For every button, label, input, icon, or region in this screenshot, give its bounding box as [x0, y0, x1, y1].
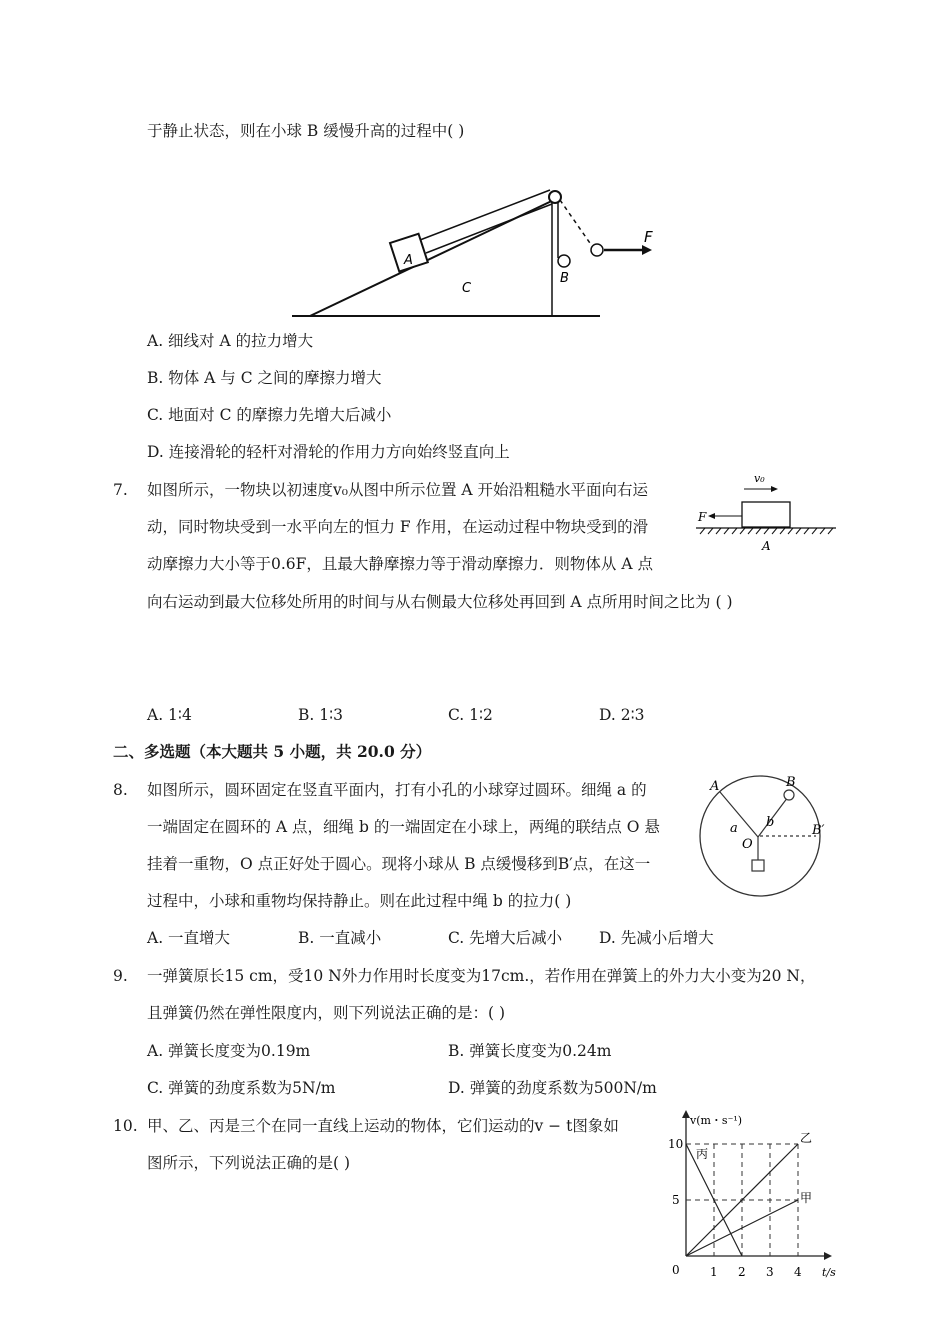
q6-fig-label-C: C — [462, 281, 472, 296]
q7-figure — [694, 468, 844, 558]
q10-ylabel: v(m・s⁻¹) — [690, 1114, 743, 1127]
q7-line-2: 动，同时物块受到一水平向左的恒力 F 作用，在运动过程中物块受到的滑 — [147, 518, 649, 536]
q8-fig-label-b: b — [766, 815, 775, 830]
q8-option-d: D. 先减小后增大 — [599, 929, 714, 947]
q6-figure — [280, 178, 680, 328]
section-2-title: 二、多选题（本大题共 5 小题，共 20.0 分） — [113, 742, 432, 761]
q10-xtick-2: 2 — [738, 1265, 746, 1279]
q10-xtick-4: 4 — [794, 1265, 802, 1279]
q10-line-1: 甲、乙、丙是三个在同一直线上运动的物体，它们运动的v − t图象如 — [147, 1117, 619, 1135]
q6-fig-label-B: B — [560, 271, 569, 286]
q7-line-3: 动摩擦力大小等于0.6F，且最大静摩擦力等于滑动摩擦力．则物体从 A 点 — [147, 555, 653, 573]
q7-option-d: D. 2∶3 — [599, 706, 645, 724]
q7-option-b: B. 1∶3 — [298, 706, 344, 724]
q8-fig-label-Bp: B′ — [812, 823, 825, 838]
q8-option-a: A. 一直增大 — [147, 929, 231, 947]
q10-series-yi: 乙 — [800, 1131, 813, 1145]
q6-stem-tail: 于静止状态，则在小球 B 缓慢升高的过程中( ) — [147, 122, 465, 140]
q8-line-3: 挂着一重物，O 点正好处于圆心。现将小球从 B 点缓慢移到B′点，在这一 — [147, 855, 651, 873]
q10-xtick-0: 0 — [672, 1263, 680, 1277]
q6-option-a: A. 细线对 A 的拉力增大 — [147, 332, 314, 350]
q10-ytick-10: 10 — [668, 1137, 684, 1151]
q6-option-b: B. 物体 A 与 C 之间的摩擦力增大 — [147, 369, 382, 387]
q8-fig-label-a: a — [730, 821, 738, 836]
q7-number: 7. — [113, 481, 128, 499]
q8-fig-label-A: A — [710, 779, 720, 794]
q8-line-4: 过程中，小球和重物均保持静止。则在此过程中绳 b 的拉力( ) — [147, 892, 572, 910]
q10-xtick-1: 1 — [710, 1265, 718, 1279]
q6-option-c: C. 地面对 C 的摩擦力先增大后减小 — [147, 406, 392, 424]
q10-xtick-3: 3 — [766, 1265, 774, 1279]
q7-option-a: A. 1∶4 — [147, 706, 192, 724]
q10-line-2: 图所示，下列说法正确的是( ) — [147, 1154, 351, 1172]
q8-figure — [696, 770, 836, 900]
q6-fig-label-A: A — [404, 253, 413, 268]
q7-line-1: 如图所示，一物块以初速度v₀从图中所示位置 A 开始沿粗糙水平面向右运 — [147, 481, 649, 499]
q6-fig-label-F: F — [644, 228, 653, 246]
q7-option-c: C. 1∶2 — [448, 706, 493, 724]
q9-option-d: D. 弹簧的劲度系数为500N/m — [448, 1079, 657, 1097]
q8-fig-label-B: B — [786, 775, 796, 790]
q8-option-c: C. 先增大后减小 — [448, 929, 563, 947]
q10-number: 10. — [113, 1117, 138, 1135]
q7-fig-label-A: A — [762, 539, 771, 553]
q10-ytick-5: 5 — [672, 1193, 680, 1207]
q9-option-b: B. 弹簧长度变为0.24m — [448, 1042, 612, 1060]
q7-fig-label-F: F — [698, 510, 707, 524]
q6-option-d: D. 连接滑轮的轻杆对滑轮的作用力方向始终竖直向上 — [147, 443, 510, 461]
q10-xlabel: t/s — [822, 1266, 836, 1279]
q8-fig-label-O: O — [742, 837, 753, 852]
q8-line-1: 如图所示，圆环固定在竖直平面内，打有小孔的小球穿过圆环。细绳 a 的 — [147, 781, 647, 799]
q7-line-4: 向右运动到最大位移处所用的时间与从右侧最大位移处再回到 A 点所用时间之比为 ( ) — [147, 593, 733, 611]
q9-number: 9. — [113, 967, 128, 985]
q10-series-bing: 丙 — [696, 1147, 709, 1161]
q9-option-a: A. 弹簧长度变为0.19m — [147, 1042, 311, 1060]
q8-option-b: B. 一直减小 — [298, 929, 382, 947]
q7-fig-label-v0: v₀ — [754, 472, 765, 485]
q9-line-2: 且弹簧仍然在弹性限度内，则下列说法正确的是：( ) — [147, 1004, 506, 1022]
q8-number: 8. — [113, 781, 128, 799]
q9-line-1: 一弹簧原长15 cm，受10 N外力作用时长度变为17cm.，若作用在弹簧上的外力大小变为20 N， — [147, 967, 816, 985]
q8-line-2: 一端固定在圆环的 A 点，细绳 b 的一端固定在小球上，两绳的联结点 O 悬 — [147, 818, 660, 836]
q9-option-c: C. 弹簧的劲度系数为5N/m — [147, 1079, 336, 1097]
q10-series-jia: 甲 — [800, 1191, 813, 1205]
q10-vt-figure — [660, 1104, 850, 1284]
